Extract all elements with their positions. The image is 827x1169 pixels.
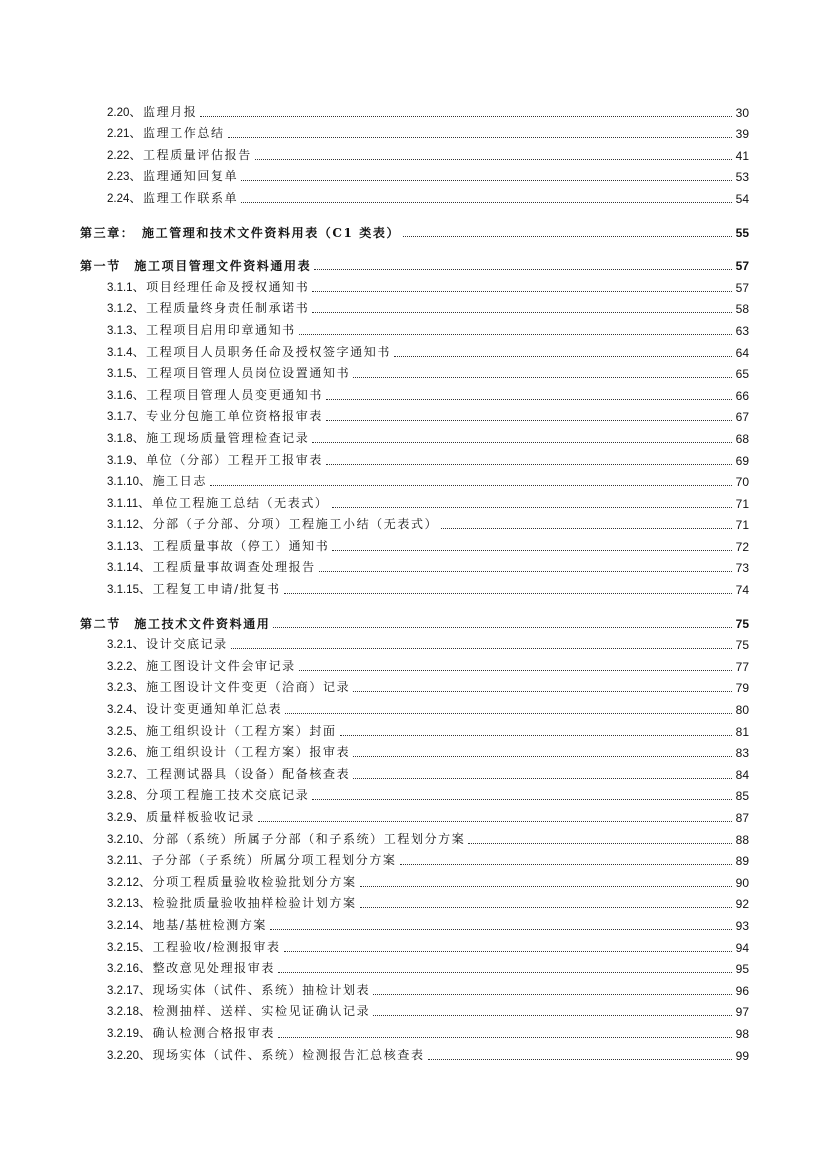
toc-entry-number: 3.2.6 xyxy=(107,747,133,760)
toc-entry-number: 2.23 xyxy=(107,171,130,184)
toc-page-number: 89 xyxy=(735,854,749,869)
toc-entry-number: 3.1.1 xyxy=(107,281,133,294)
toc-entry-number: 3.2.17 xyxy=(107,984,139,997)
toc-entry-title xyxy=(107,702,282,717)
toc-page-number: 41 xyxy=(735,148,749,163)
toc-page-number: 55 xyxy=(735,225,749,240)
toc-entry[interactable] xyxy=(0,338,827,360)
toc-page-number: 57 xyxy=(735,280,749,295)
toc-entry[interactable] xyxy=(0,933,827,955)
toc-page-number: 77 xyxy=(735,659,749,674)
toc-entry[interactable] xyxy=(0,652,827,674)
toc-entry-number: 2.21 xyxy=(107,128,130,141)
toc-page-number: 58 xyxy=(735,302,749,317)
toc-entry-text: 、单位工程施工总结（无表式） xyxy=(138,495,329,510)
toc-entry-number: 3.2.8 xyxy=(107,790,133,803)
toc-section-heading[interactable] xyxy=(0,609,827,631)
toc-entry-title xyxy=(107,745,350,760)
toc-page-number: 57 xyxy=(735,259,749,274)
toc-entry-title xyxy=(107,724,337,739)
dot-leader xyxy=(403,235,732,237)
toc-entry[interactable] xyxy=(0,403,827,425)
toc-page-number: 63 xyxy=(735,323,749,338)
dot-leader xyxy=(312,290,732,292)
toc-entry-text: 、检验批质量验收抽样检验计划方案 xyxy=(138,896,357,911)
toc-page-number: 74 xyxy=(735,583,749,598)
toc-entry-number: 3.2.18 xyxy=(107,1006,139,1019)
dot-leader xyxy=(200,115,732,117)
dot-leader xyxy=(319,570,732,572)
toc-entry-title xyxy=(107,560,316,575)
toc-entry[interactable] xyxy=(0,468,827,490)
dot-leader xyxy=(231,647,732,649)
dot-leader xyxy=(373,1014,732,1016)
toc-entry-number: 3.1.9 xyxy=(107,454,133,467)
toc-entry-title xyxy=(107,875,357,890)
toc-entry-title xyxy=(107,409,323,424)
dot-leader xyxy=(278,971,732,973)
toc-entry-number: 3.2.20 xyxy=(107,1049,139,1062)
toc-entry-title xyxy=(107,474,207,489)
dot-leader xyxy=(400,863,732,865)
dot-leader xyxy=(228,136,732,138)
toc-entry-text: 、地基/基桩检测方案 xyxy=(138,917,268,932)
toc-entry-title xyxy=(107,105,197,120)
toc-page-number: 64 xyxy=(735,345,749,360)
toc-entry[interactable] xyxy=(0,141,827,163)
toc-entry[interactable] xyxy=(0,184,827,206)
toc-entry[interactable] xyxy=(0,511,827,533)
toc-entry-number: 3.2.1 xyxy=(107,639,133,652)
toc-page-number: 67 xyxy=(735,410,749,425)
toc-entry-number: 3.1.5 xyxy=(107,368,133,381)
toc-entry-title xyxy=(107,323,296,338)
toc-entry-number: 3.1.6 xyxy=(107,389,133,402)
toc-entry[interactable] xyxy=(0,532,827,554)
toc-page-number: 93 xyxy=(735,918,749,933)
toc-entry-text: 、工程复工申请/批复书 xyxy=(138,582,281,597)
toc-entry-text: 、分部（系统）所属子分部（和子系统）工程划分方案 xyxy=(138,831,466,846)
toc-entry-title xyxy=(107,496,329,511)
toc-entry-title xyxy=(107,961,275,976)
toc-entry-number: 3.2.15 xyxy=(107,941,139,954)
toc-entry-text: 第二节 施工技术文件资料通用 xyxy=(80,616,271,631)
toc-page-number: 97 xyxy=(735,1005,749,1020)
toc-entry-number: 3.2.12 xyxy=(107,876,139,889)
toc-entry[interactable] xyxy=(0,381,827,403)
toc-entry-number: 3.2.16 xyxy=(107,963,139,976)
toc-entry[interactable] xyxy=(0,446,827,468)
dot-leader xyxy=(314,268,732,270)
toc-entry[interactable] xyxy=(0,120,827,142)
toc-entry-text: 第一节 施工项目管理文件资料通用表 xyxy=(80,259,312,274)
dot-leader xyxy=(284,592,732,594)
toc-entry-text: 、监理工作总结 xyxy=(129,126,225,141)
toc-entry-number: 3.2.13 xyxy=(107,898,139,911)
toc-page-number: 75 xyxy=(735,616,749,631)
toc-entry-title xyxy=(107,637,228,652)
dot-leader xyxy=(353,690,732,692)
toc-entry-title xyxy=(107,582,281,597)
toc-entry-number: 3.1.7 xyxy=(107,411,133,424)
dot-leader xyxy=(326,463,732,465)
toc-entry-number: 3.1.10 xyxy=(107,476,139,489)
toc-entry-number: 3.2.4 xyxy=(107,704,133,717)
toc-entry-text: 、工程项目管理人员岗位设置通知书 xyxy=(132,366,351,381)
toc-entry[interactable] xyxy=(0,739,827,761)
toc-entry[interactable] xyxy=(0,554,827,576)
toc-entry-number: 3.1.2 xyxy=(107,303,133,316)
toc-entry-number: 3.2.11 xyxy=(107,855,139,868)
toc-entry-text: 、工程项目启用印章通知书 xyxy=(132,322,296,337)
toc-entry[interactable] xyxy=(0,890,827,912)
toc-entry[interactable] xyxy=(0,868,827,890)
toc-entry-title xyxy=(107,680,350,695)
toc-entry-text: 、工程质量评估报告 xyxy=(129,147,252,162)
toc-entry-text: 、子分部（子系统）所属分项工程划分方案 xyxy=(138,853,397,868)
toc-entry-number: 3.1.3 xyxy=(107,324,133,337)
toc-entry-title xyxy=(107,431,309,446)
dot-leader xyxy=(353,755,732,757)
toc-entry[interactable] xyxy=(0,316,827,338)
toc-entry-text: 、专业分包施工单位资格报审表 xyxy=(132,409,323,424)
toc-entry[interactable] xyxy=(0,847,827,869)
toc-entry-number: 3.2.19 xyxy=(107,1027,139,1040)
dot-leader xyxy=(312,798,732,800)
toc-entry-title xyxy=(107,896,357,911)
toc-page-number: 98 xyxy=(735,1026,749,1041)
toc-entry-text: 、工程质量事故调查处理报告 xyxy=(138,560,316,575)
dot-leader xyxy=(353,777,732,779)
dot-leader xyxy=(210,484,732,486)
toc-entry-title xyxy=(107,301,309,316)
toc-entry-title xyxy=(107,1004,370,1019)
toc-page-number: 66 xyxy=(735,388,749,403)
toc-entry[interactable] xyxy=(0,360,827,382)
dot-leader xyxy=(241,201,732,203)
toc-page-number: 85 xyxy=(735,789,749,804)
toc-entry[interactable] xyxy=(0,695,827,717)
toc-entry-text: 、工程质量终身责任制承诺书 xyxy=(132,301,310,316)
toc-entry-text: 、分项工程施工技术交底记录 xyxy=(132,788,310,803)
toc-entry-number: 2.24 xyxy=(107,192,130,205)
toc-entry-title xyxy=(107,788,309,803)
toc-entry-text: 、施工图设计文件变更（洽商）记录 xyxy=(132,680,351,695)
toc-entry-title xyxy=(107,810,255,825)
toc-entry-text: 、现场实体（试件、系统）检测报告汇总核查表 xyxy=(138,1047,425,1062)
toc-page-number: 79 xyxy=(735,681,749,696)
toc-entry-number: 3.2.5 xyxy=(107,725,133,738)
table-of-contents xyxy=(0,98,827,1063)
toc-entry[interactable] xyxy=(0,163,827,185)
toc-page-number: 90 xyxy=(735,875,749,890)
toc-section-heading[interactable] xyxy=(0,218,827,240)
toc-entry-number: 2.22 xyxy=(107,149,130,162)
dot-leader xyxy=(270,928,732,930)
dot-leader xyxy=(428,1058,732,1060)
toc-entry-title xyxy=(107,539,329,554)
toc-entry[interactable] xyxy=(0,273,827,295)
toc-page-number: 54 xyxy=(735,191,749,206)
toc-page-number: 87 xyxy=(735,811,749,825)
toc-entry-title xyxy=(107,453,323,468)
toc-entry-text: 、监理月报 xyxy=(129,104,198,119)
toc-entry-title xyxy=(107,983,370,998)
toc-entry[interactable] xyxy=(0,575,827,597)
toc-page-number: 70 xyxy=(735,475,749,490)
toc-entry-number: 2.20 xyxy=(107,106,130,119)
toc-entry-title xyxy=(107,918,267,933)
toc-entry-text: 、施工组织设计（工程方案）报审表 xyxy=(132,745,351,760)
toc-page-number: 72 xyxy=(735,539,749,554)
toc-entry-title xyxy=(107,517,438,532)
toc-entry-text: 、施工日志 xyxy=(138,474,207,489)
toc-entry-number: 3.1.11 xyxy=(107,497,139,510)
toc-entry-text: 、工程项目人员职务任命及授权签字通知书 xyxy=(132,344,391,359)
toc-entry-number: 3.2.14 xyxy=(107,919,139,932)
toc-entry-title xyxy=(107,767,350,782)
toc-page-number: 39 xyxy=(735,127,749,142)
toc-entry-number: 3.1.15 xyxy=(107,584,139,597)
toc-entry[interactable] xyxy=(0,998,827,1020)
toc-entry-number: 3.2.9 xyxy=(107,812,133,824)
toc-entry-number: 3.2.7 xyxy=(107,768,133,781)
toc-section-heading[interactable] xyxy=(0,252,827,274)
toc-entry-text: 、监理工作联系单 xyxy=(129,190,239,205)
toc-entry[interactable] xyxy=(0,424,827,446)
toc-page-number: 69 xyxy=(735,453,749,468)
toc-entry-title xyxy=(107,1048,425,1063)
toc-entry-text: 第三章： 施工管理和技术文件资料用表（C1 类表） xyxy=(80,225,401,240)
toc-entry-title xyxy=(107,388,323,403)
dot-leader xyxy=(285,712,732,714)
toc-entry-title xyxy=(107,126,225,141)
toc-entry[interactable] xyxy=(0,674,827,696)
toc-entry-number: 3.1.13 xyxy=(107,540,139,553)
toc-page-number: 71 xyxy=(735,518,749,533)
toc-entry-title xyxy=(107,169,238,184)
toc-entry-text: 、工程测试器具（设备）配备核查表 xyxy=(132,766,351,781)
toc-entry-title xyxy=(80,259,311,273)
toc-entry-title xyxy=(107,191,238,206)
toc-entry-text: 、整改意见处理报审表 xyxy=(138,961,275,976)
toc-page-number: 68 xyxy=(735,431,749,446)
dot-leader xyxy=(312,441,732,443)
dot-leader xyxy=(284,950,732,952)
dot-leader xyxy=(312,311,732,313)
toc-entry-number: 3.1.8 xyxy=(107,432,133,445)
toc-entry-text: 、工程项目管理人员变更通知书 xyxy=(132,387,323,402)
toc-entry-text: 、检测抽样、送样、实检见证确认记录 xyxy=(138,1004,371,1019)
toc-entry-text: 、分项工程质量验收检验批划分方案 xyxy=(138,874,357,889)
dot-leader xyxy=(394,355,732,357)
dot-leader xyxy=(326,419,732,421)
toc-entry[interactable] xyxy=(0,976,827,998)
toc-entry-title xyxy=(80,617,270,631)
dot-leader xyxy=(299,333,732,335)
toc-entry[interactable] xyxy=(0,955,827,977)
toc-entry[interactable] xyxy=(0,631,827,653)
toc-entry-text: 、项目经理任命及授权通知书 xyxy=(132,279,310,294)
toc-page-number: 30 xyxy=(735,105,749,120)
toc-page-number: 53 xyxy=(735,170,749,185)
toc-entry-number: 3.1.12 xyxy=(107,519,139,532)
dot-leader xyxy=(326,398,732,400)
toc-page-number: 71 xyxy=(735,496,749,511)
toc-entry-title xyxy=(107,280,309,295)
toc-entry-text: 、现场实体（试件、系统）抽检计划表 xyxy=(138,982,371,997)
toc-entry-number: 3.1.14 xyxy=(107,562,139,575)
toc-entry-text: 、单位（分部）工程开工报审表 xyxy=(132,452,323,467)
toc-entry-title xyxy=(107,1026,275,1041)
toc-entry[interactable] xyxy=(0,295,827,317)
toc-page-number: 75 xyxy=(735,638,749,653)
dot-leader xyxy=(332,549,732,551)
toc-entry[interactable] xyxy=(0,717,827,739)
toc-entry-text: 、质量样板验收记录 xyxy=(132,810,255,824)
dot-leader xyxy=(340,734,732,736)
toc-page-number: 92 xyxy=(735,897,749,912)
dot-leader xyxy=(255,158,732,160)
toc-page-number: 80 xyxy=(735,703,749,718)
dot-leader xyxy=(241,179,732,181)
toc-page-number: 99 xyxy=(735,1048,749,1063)
toc-entry-text: 、分部（子分部、分项）工程施工小结（无表式） xyxy=(138,517,439,532)
toc-entry-title xyxy=(107,148,252,163)
dot-leader xyxy=(273,626,732,628)
toc-entry-text: 、施工图设计文件会审记录 xyxy=(132,658,296,673)
toc-page-number: 88 xyxy=(735,832,749,847)
toc-page-number: 83 xyxy=(735,746,749,761)
toc-page-number: 65 xyxy=(735,367,749,382)
toc-entry[interactable] xyxy=(0,782,827,804)
toc-entry-title xyxy=(107,853,397,868)
dot-leader xyxy=(278,1036,732,1038)
dot-leader xyxy=(468,842,732,844)
dot-leader xyxy=(360,885,732,887)
toc-entry[interactable] xyxy=(0,911,827,933)
toc-page-number: 84 xyxy=(735,767,749,782)
toc-entry-text: 、监理通知回复单 xyxy=(129,169,239,184)
toc-entry-text: 、工程验收/检测报审表 xyxy=(138,939,281,954)
toc-entry[interactable] xyxy=(0,1019,827,1041)
dot-leader xyxy=(332,506,732,508)
toc-entry-text: 、工程质量事故（停工）通知书 xyxy=(138,538,330,553)
toc-entry-title xyxy=(107,366,350,381)
dot-leader xyxy=(441,527,732,529)
toc-entry[interactable] xyxy=(0,803,827,825)
toc-entry-title xyxy=(107,659,296,674)
dot-leader xyxy=(353,376,732,378)
toc-entry[interactable] xyxy=(0,1041,827,1063)
toc-entry-title xyxy=(80,226,400,240)
toc-entry[interactable] xyxy=(0,489,827,511)
toc-page-number: 81 xyxy=(735,724,749,739)
toc-entry-text: 、设计变更通知单汇总表 xyxy=(132,702,283,717)
toc-entry-text: 、施工组织设计（工程方案）封面 xyxy=(132,723,337,738)
toc-entry-text: 、施工现场质量管理检查记录 xyxy=(132,430,310,445)
toc-page-number: 94 xyxy=(735,940,749,955)
dot-leader xyxy=(373,993,732,995)
toc-entry-title xyxy=(107,940,281,955)
toc-page-number: 73 xyxy=(735,561,749,576)
toc-entry-number: 3.2.3 xyxy=(107,682,133,695)
dot-leader xyxy=(360,906,732,908)
toc-entry-title xyxy=(107,345,391,360)
toc-page-number: 95 xyxy=(735,962,749,977)
toc-entry[interactable] xyxy=(0,98,827,120)
toc-entry-title xyxy=(107,832,465,847)
toc-page-number: 96 xyxy=(735,983,749,998)
toc-entry-text: 、设计交底记录 xyxy=(132,637,228,652)
toc-entry[interactable] xyxy=(0,760,827,782)
dot-leader xyxy=(258,820,732,822)
toc-entry-number: 3.2.2 xyxy=(107,660,133,673)
toc-entry-number: 3.1.4 xyxy=(107,346,133,359)
toc-entry[interactable] xyxy=(0,825,827,847)
toc-entry-number: 3.2.10 xyxy=(107,833,139,846)
dot-leader xyxy=(299,669,732,671)
toc-entry-text: 、确认检测合格报审表 xyxy=(138,1025,275,1040)
